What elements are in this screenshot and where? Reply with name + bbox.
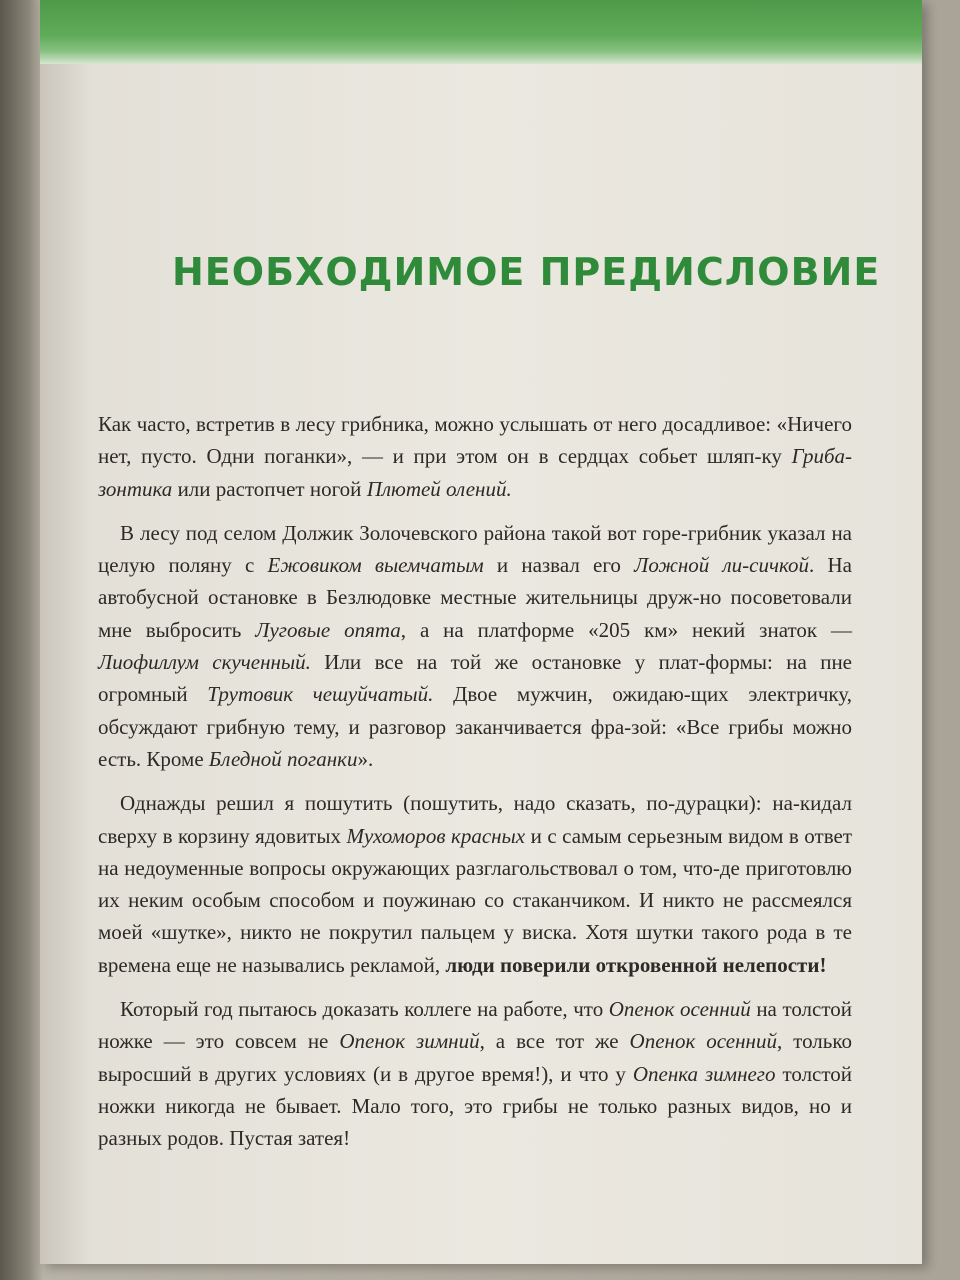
book-page	[40, 0, 922, 1264]
italic-term: Ежовиком выемчатым	[267, 553, 484, 578]
text-run: и с самым серьезным видом в ответ на недоуменные вопросы окружающих разглагольствовал о том, что-де приготовлю их неким особым способом и поужинаю со стаканчиком. И никто не рассмеялся моей «шутке», никто не покрутил пальцем у виска. Хотя шутки такого рода в те времена еще не назывались рекламой,	[98, 823, 852, 977]
paragraph	[98, 408, 852, 505]
text-run: Двое мужчин, ожидаю-щих электричку, обсуждают грибную тему, и разговор заканчивается фра-зой: «Все грибы можно есть. Кроме	[98, 682, 852, 771]
text-run: , только выросший в других условиях (и в другое время!), и что у	[98, 1029, 852, 1086]
italic-term: Трутовик чешуйчатый.	[207, 682, 434, 707]
chapter-title: НЕОБХОДИМОЕ ПРЕДИСЛОВИЕ	[172, 250, 881, 294]
italic-term: Опенок зимний	[339, 1029, 480, 1054]
italic-term: Гриба-зонтика	[98, 444, 852, 501]
paragraph	[98, 787, 852, 981]
text-run: В лесу под селом Должик Золочевского района такой вот горе-грибник указал на целую поляну с	[98, 520, 852, 578]
text-run: , а на платформе «205 км» некий знаток —	[400, 617, 852, 642]
text-run: на толстой ножке — это совсем не	[98, 997, 853, 1054]
text-run: или растопчет ногой	[172, 476, 367, 501]
italic-term: Плютей олений.	[366, 476, 512, 501]
italic-term: Ложной ли-сичкой	[634, 553, 810, 578]
text-run: Который год пытаюсь доказать коллеге на работе, что	[120, 997, 609, 1022]
italic-term: Лиофиллум скученный.	[98, 650, 311, 675]
text-run: . На автобусной остановке в Безлюдовке местные жительницы друж-но посоветовали мне выбросить	[98, 553, 852, 642]
text-run: ».	[357, 746, 374, 771]
italic-term: Мухоморов красных	[346, 823, 526, 848]
bold-text: люди поверили откровенной нелепости!	[445, 952, 827, 977]
text-run: толстой ножки никогда не бывает. Мало того, это грибы не только разных видов, но и разных родов. Пустая затея!	[98, 1061, 853, 1151]
text-run: , а все тот же	[479, 1029, 630, 1054]
text-run: Как часто, встретив в лесу грибника, можно услышать от него досадливое: «Ничего нет, пусто. Одни поганки», — и при этом он в сердцах собьет шляп-ку	[98, 412, 852, 469]
text-run: Или все на той же остановке у плат-формы: на пне огромный	[98, 650, 853, 707]
italic-term: Луговые опята	[255, 617, 401, 642]
italic-term: Бледной поганки	[208, 746, 358, 771]
text-run: Однажды решил я пошутить (пошутить, надо сказать, по-дурацки): на-кидал сверху в корзину ядовитых	[98, 791, 852, 848]
italic-term: Опенок осенний	[608, 997, 751, 1022]
green-header-band	[40, 0, 922, 64]
paragraph	[98, 993, 852, 1154]
text-run: и назвал его	[483, 553, 635, 578]
italic-term: Опенка зимнего	[632, 1061, 776, 1086]
body-text	[98, 408, 852, 1167]
paragraph	[98, 517, 852, 775]
italic-term: Опенок осенний	[629, 1029, 777, 1054]
